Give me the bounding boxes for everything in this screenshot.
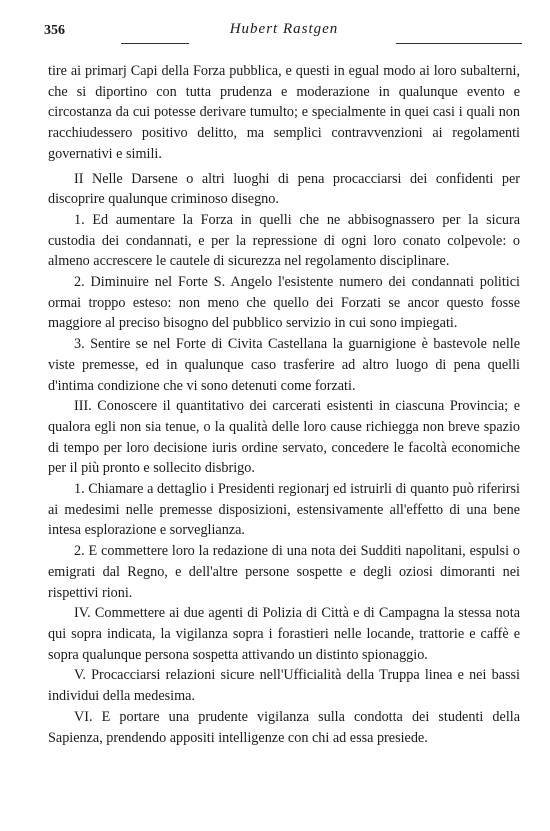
page-header bbox=[44, 21, 524, 43]
paragraph-section-v: V. Procacciarsi relazioni sicure nell'Ufficialità della Truppa linea e nei bassi individui della medesima. bbox=[48, 667, 520, 705]
paragraph-continuation: tire ai primarj Capi della Forza pubblica, e questi in egual modo ai loro subalterni, che si diportino con tutta prudenza e moderazione in qualunque evento e circostanza da cui potesse derivare tumulto; e specialmente in quei casi i quali non racchiudessero positivo delitto, ma semplici contravvenzioni ai regolamenti governativi e simili. bbox=[48, 63, 520, 162]
running-title: Hubert Rastgen bbox=[229, 21, 339, 37]
page-body bbox=[48, 61, 520, 748]
paragraph-section-ii: II Nelle Darsene o altri luoghi di pena procacciarsi dei confidenti per discoprire qualunque criminoso disegno. bbox=[48, 170, 520, 208]
paragraph-ii-3: 3. Sentire se nel Forte di Civita Castellana la guarnigione è bastevole nelle viste premesse, ed in qualunque caso trasferire ad altro luogo di pena quelli d'intima condizione che vi sono detenuti come forzati. bbox=[48, 336, 520, 394]
paragraph-section-vi: VI. E portare una prudente vigilanza sulla condotta dei studenti della Sapienza, prendendo appositi intelligenze con chi ad essa presiede. bbox=[48, 708, 520, 746]
paragraph-ii-1: 1. Ed aumentare la Forza in quelli che ne abbisognassero per la sicura custodia dei condannati, e per la repressione di ogni loro conato colpevole: o almeno accrescere le cautele di sicurezza nel regolamento disciplinare. bbox=[48, 211, 520, 270]
header-rule-left bbox=[121, 43, 189, 44]
page-number: 356 bbox=[44, 23, 65, 38]
paragraph-ii-2: 2. Diminuire nel Forte S. Angelo l'esistente numero dei condannati politici ormai troppo esteso: non meno che quello dei Forzati se ancor questo fosse maggiore al preciso bisogno del pubblico servizio in cui sono impiegati. bbox=[48, 274, 520, 332]
paragraph-section-iv: IV. Commettere ai due agenti di Polizia di Città e di Campagna la stessa nota qui sopra indicata, la vigilanza sopra i forastieri nelle locande, trattorie e caffè e sopra qualunque persona sospetta attivando un distinto spionaggio. bbox=[48, 605, 520, 663]
paragraph-section-iii: III. Conoscere il quantitativo dei carcerati esistenti in ciascuna Provincia; e qualora egli non sia tenue, o la qualità delle loro cause richiegga non breve spazio di tempo per loro decisione iuris ordine servato, concedere le facoltà economiche per il più pronto e sollecito disbrigo. bbox=[48, 398, 520, 477]
paragraph-iii-2: 2. E commettere loro la redazione di una nota dei Sudditi napolitani, espulsi o emigrati dal Regno, e dell'altre persone sospette e degli oziosi dimoranti nei rispettivi rioni. bbox=[48, 543, 520, 601]
paragraph-iii-1: 1. Chiamare a dettaglio i Presidenti regionarj ed istruirli di quanto può riferirsi ai medesimi nelle premesse disposizioni, estensivamente all'effetto di una bene intesa esplorazione e sorveglianza. bbox=[48, 481, 520, 539]
header-rule-right bbox=[396, 43, 522, 44]
